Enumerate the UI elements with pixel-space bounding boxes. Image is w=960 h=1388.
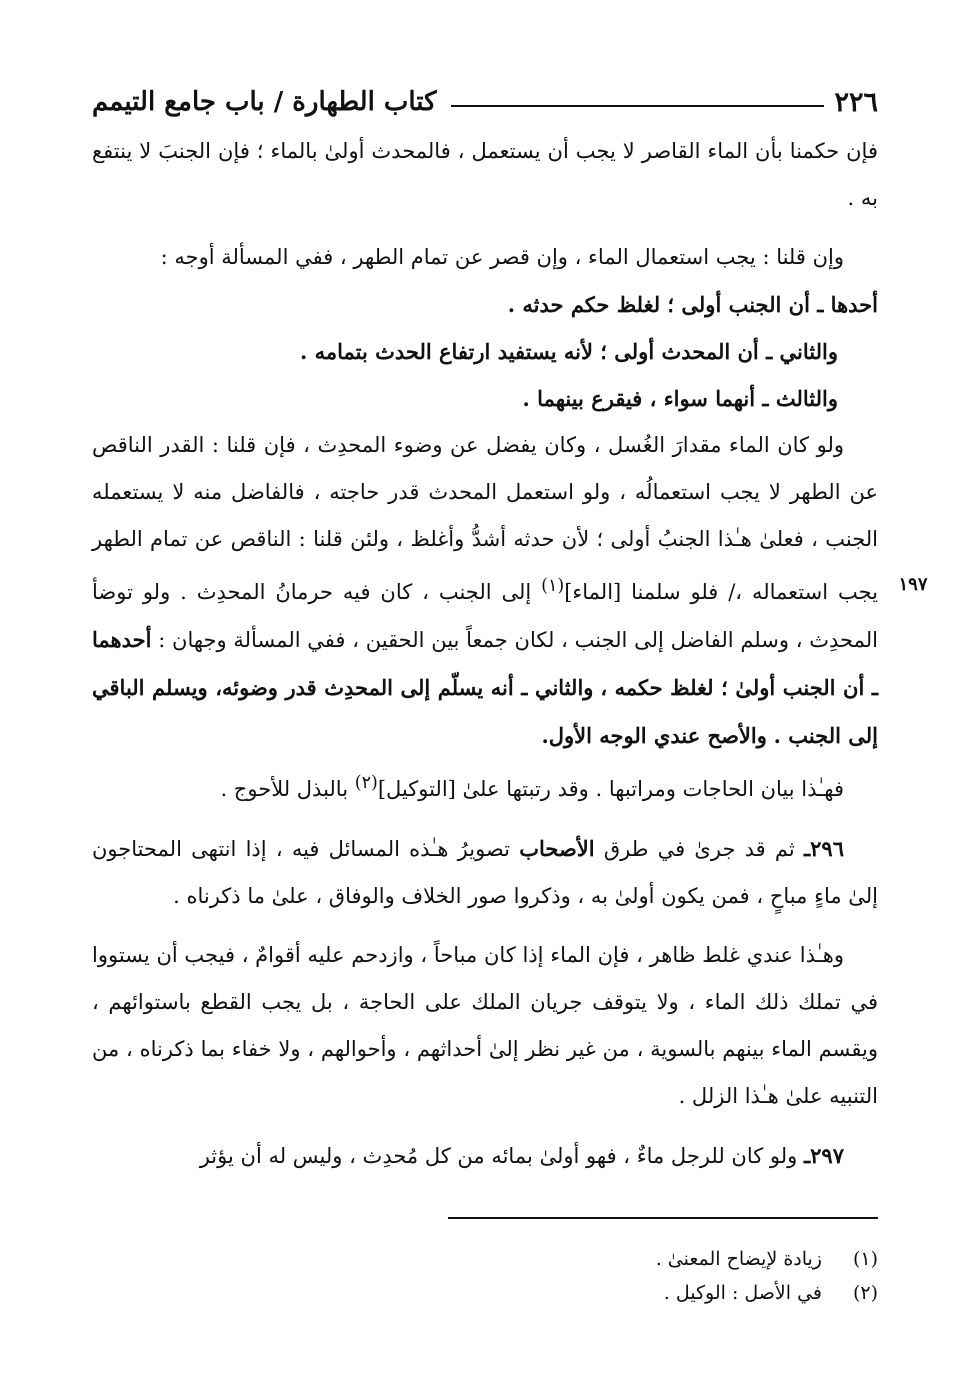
- paragraph: وإن قلنا : يجب استعمال الماء ، وإن قصر عن تمام الطهر ، ففي المسألة أوجه :: [160, 245, 844, 269]
- paragraph: والثاني ـ أن المحدث أولى ؛ لأنه يستفيد ارتفاع الحدث بتمامه .: [299, 339, 838, 364]
- footnote-ref: (١): [541, 576, 565, 596]
- paragraph: أحدها ـ أن الجنب أولى ؛ لغلظ حكم حدثه .: [507, 292, 878, 317]
- paragraph: فإن حكمنا بأن الماء القاصر لا يجب أن يستعمل ، فالمحدث أولىٰ بالماء ؛ فإن الجنبَ لا ينتفع به .: [92, 139, 878, 210]
- footnote-rule: [448, 1217, 878, 1219]
- manuscript-folio-number: ١٩٧: [898, 574, 928, 595]
- section-number: ٢٩٧ـ: [804, 1143, 844, 1168]
- header-rule: [451, 105, 825, 107]
- paragraph: وهـٰذا عندي غلط ظاهر ، فإن الماء إذا كان مباحاً ، وازدحم عليه أقوامٌ ، فيجب أن يستووا في تملك ذلك الماء ، ولا يتوقف جريان الملك على الحاجة ، بل يجب القطع باستوائهم ، ويقسم الماء بينهم بالسوية ، من غير نظر إلىٰ أحداثهم ، وأحوالهم ، ولا خفاء بما ذكرناه ، من التنبيه علىٰ هـٰذا الزلل .: [92, 943, 878, 1108]
- footnote-ref: (٢): [354, 773, 378, 793]
- main-text: [92, 128, 878, 1180]
- running-title: كتاب الطهارة / باب جامع التيمم: [92, 87, 437, 117]
- paragraph: فهـٰذا بيان الحاجات ومراتبها . وقد رتبتها علىٰ [التوكيل]$^{(٢)}$ بالبذل للأحوج .: [220, 773, 844, 801]
- paragraph: ٢٩٧ـ ولو كان للرجل ماءٌ ، فهو أولىٰ بمائه من كل مُحدِث ، وليس له أن يؤثر: [199, 1143, 844, 1168]
- footnote: (١) زيادة لإيضاح المعنىٰ .: [655, 1248, 878, 1270]
- paragraph: والثالث ـ أنهما سواء ، فيقرع بينهما .: [522, 386, 838, 411]
- page-number: ٢٢٦: [834, 86, 878, 118]
- section-number: ٢٩٦ـ: [804, 836, 844, 861]
- running-header: [92, 82, 878, 122]
- paragraph: ٢٩٦ـ ثم قد جرىٰ في طرق الأصحاب تصويرُ هـٰذه المسائل فيه ، إذا انتهى المحتاجون إلىٰ ماءٍ مباحٍ ، فمن يكون أولىٰ به ، وذكروا صور الخلاف والوفاق ، علىٰ ما ذكرناه .: [92, 836, 878, 908]
- footnote: (٢) في الأصل : الوكيل .: [663, 1282, 878, 1304]
- footnotes: [92, 1242, 878, 1310]
- paragraph: ولو كان الماء مقدارَ الغُسل ، وكان يفضل عن وضوء المحدِث ، فإن قلنا : القدر الناقص عن الطهر لا يجب استعمالُه ، ولو استعمل المحدث قدر حاجته ، فالفاضل منه لا يستعمله الجنب ، فعلىٰ هـٰذا الجنبُ أولى ؛ لأن حدثه أشدُّ وأغلظ ، ولئن قلنا : الناقص عن تمام الطهر يجب استعماله ،/ فلو سلمنا [الماء]$^{(١)}$ إلى الجنب ، كان فيه حرمانُ المحدِث . ولو توضأ المحدِث ، وسلم الفاضل إلى الجنب ، لكان جمعاً بين الحقين ، ففي المسألة وجهان : أحدهما ـ أن الجنب أولىٰ ؛ لغلظ حكمه ، والثاني ـ أنه يسلّم إلى المحدِث قدر وضوئه، ويسلم الباقي إلى الجنب . والأصح عندي الوجه الأول.: [92, 433, 878, 748]
